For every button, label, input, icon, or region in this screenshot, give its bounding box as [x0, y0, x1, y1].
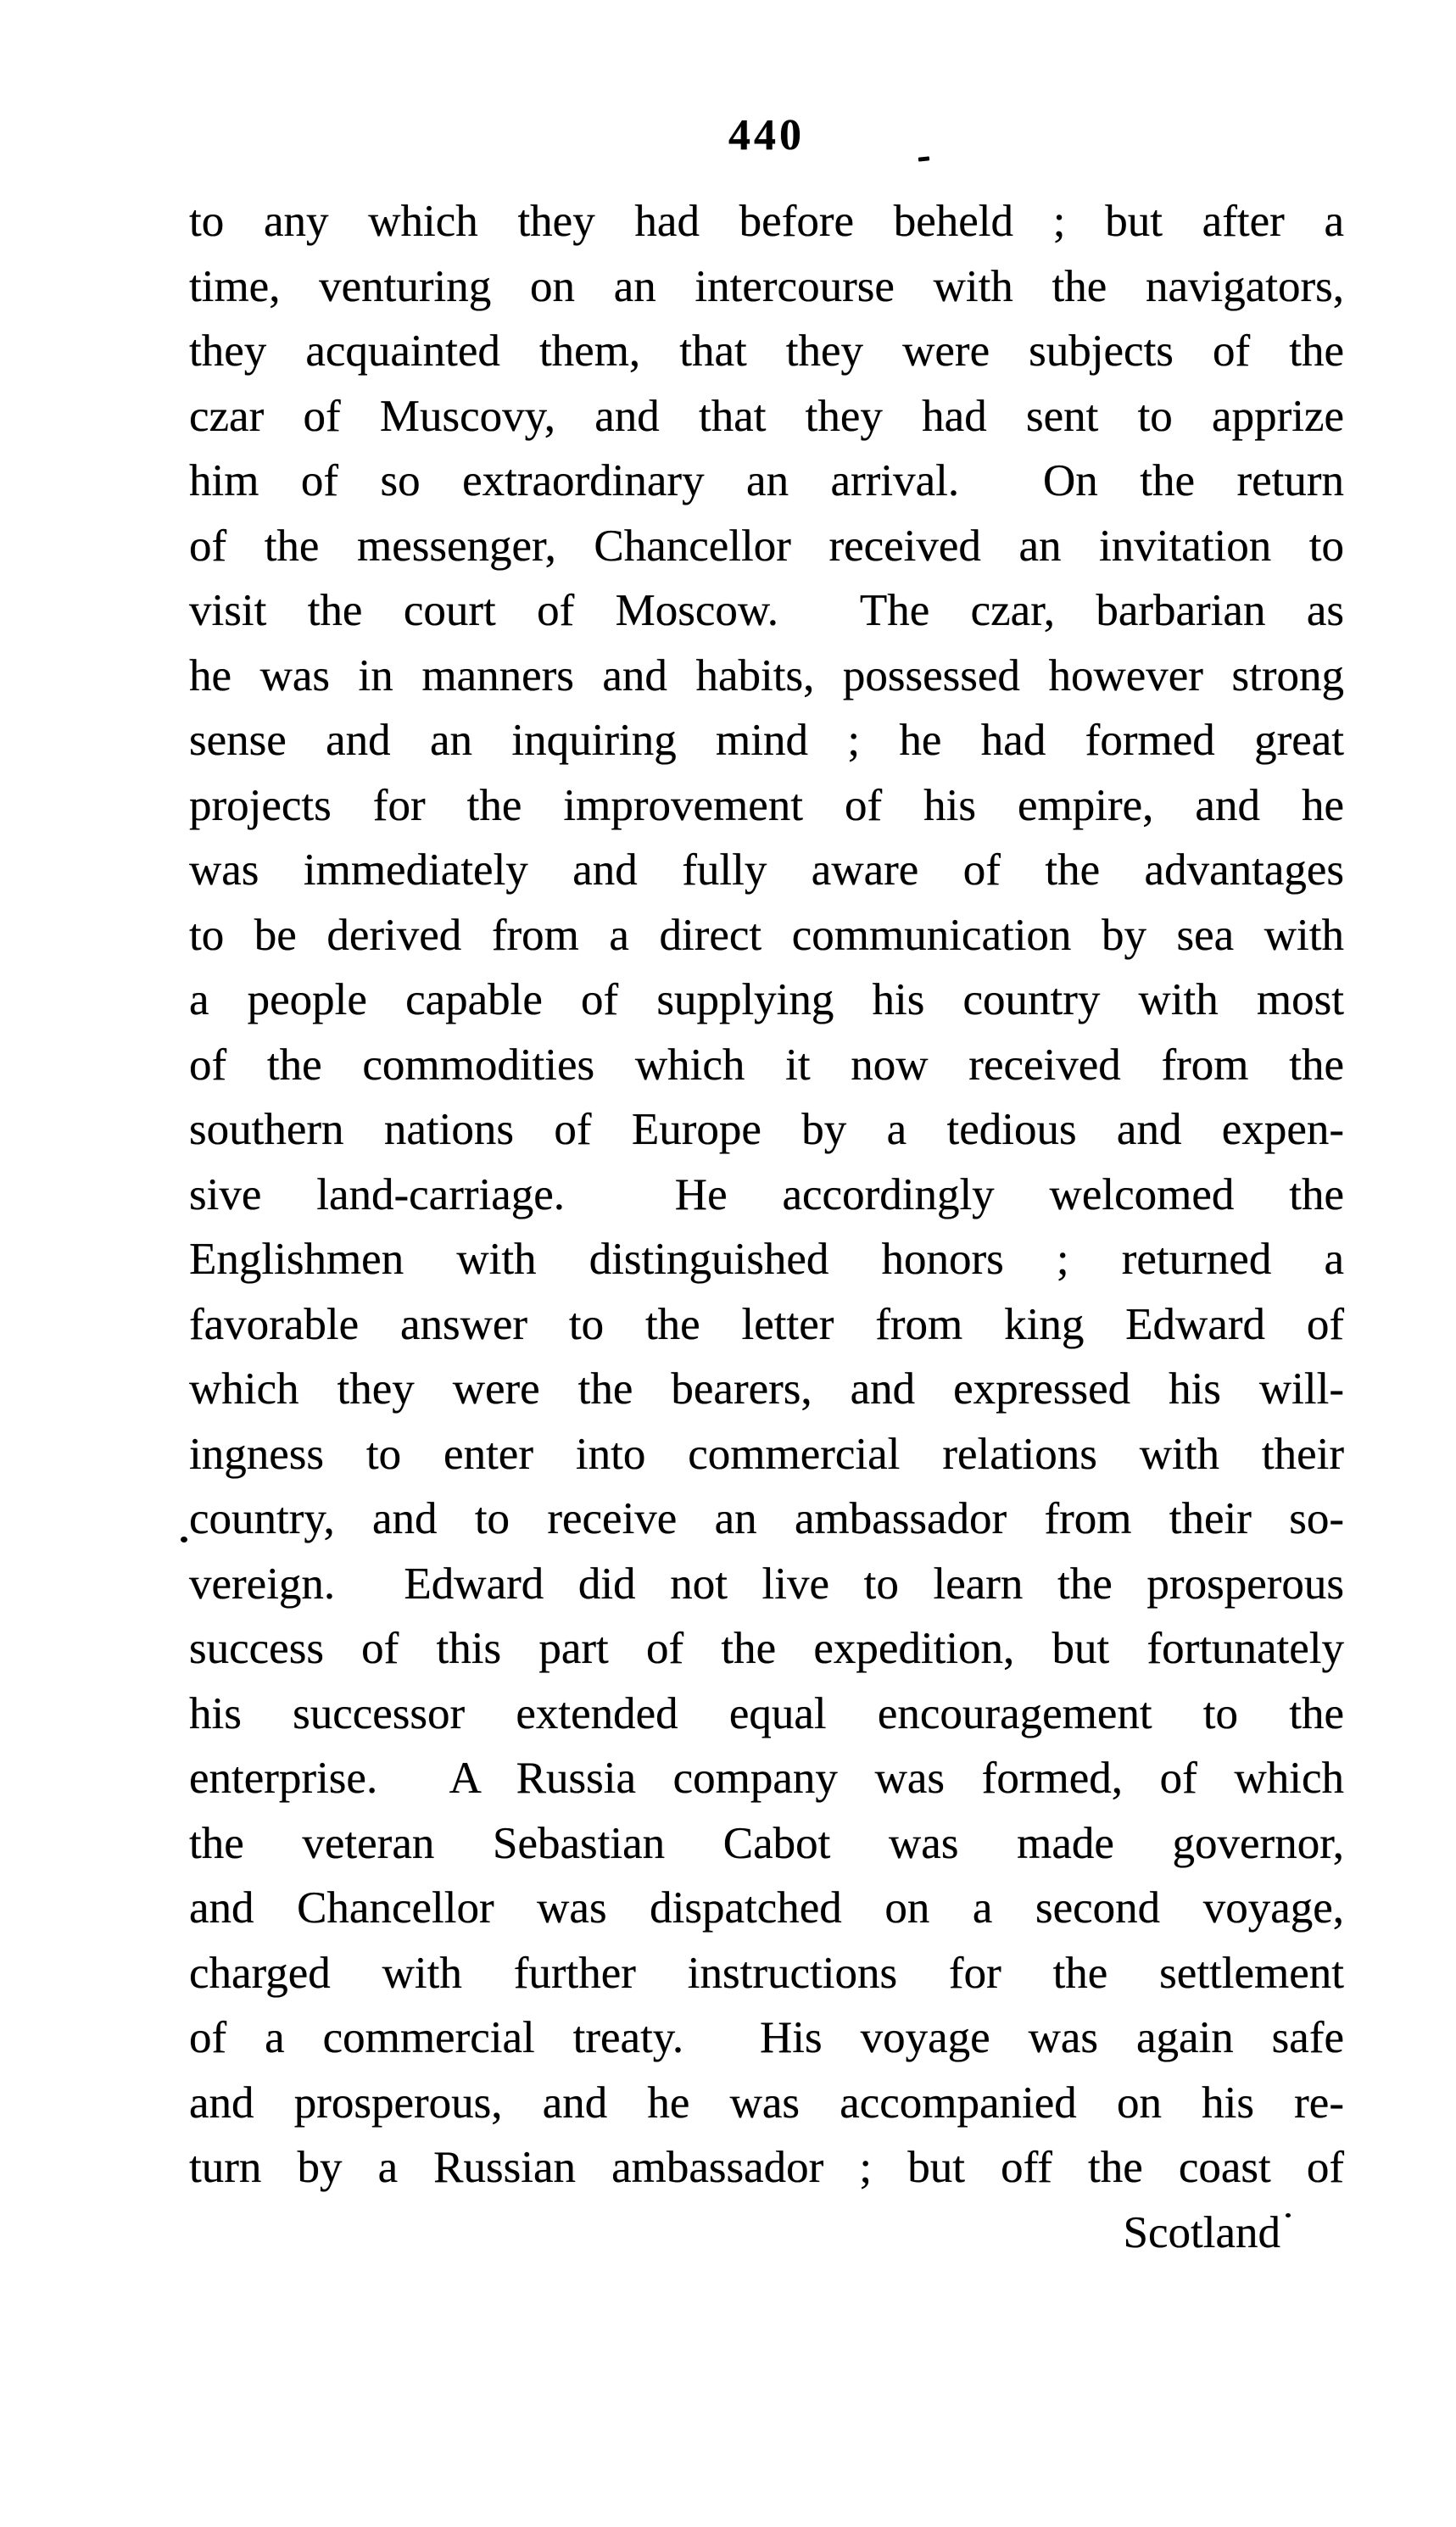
- text-line: vereign. Edward did not live to learn the prosperous: [189, 1559, 1344, 1609]
- text-line: the veteran Sebastian Cabot was made governor,: [189, 1818, 1344, 1868]
- text-line: sense and an inquiring mind ; he had formed great: [189, 716, 1344, 765]
- text-line: visit the court of Moscow. The czar, barbarian as: [189, 586, 1344, 635]
- text-line: southern nations of Europe by a tedious and expen-: [189, 1105, 1344, 1154]
- text-line: they acquainted them, that they were subjects of the: [189, 326, 1344, 376]
- text-line: he was in manners and habits, possessed however strong: [189, 650, 1344, 700]
- text-line: and Chancellor was dispatched on a second voyage,: [189, 1883, 1344, 1933]
- text-line: a people capable of supplying his country with most: [189, 975, 1344, 1024]
- text-block: [189, 189, 1344, 2265]
- text-line: ingness to enter into commercial relations with their: [189, 1429, 1344, 1479]
- text-line: Englishmen with distinguished honors ; returned a: [189, 1235, 1344, 1284]
- text-line: projects for the improvement of his empire, and he: [189, 780, 1344, 830]
- text-line: him of so extraordinary an arrival. On the return: [189, 456, 1344, 505]
- text-line: his successor extended equal encouragement to the: [189, 1688, 1344, 1738]
- text-line: czar of Muscovy, and that they had sent to apprize: [189, 391, 1344, 441]
- text-line: to any which they had before beheld ; but after a: [189, 197, 1344, 246]
- text-line: enterprise. A Russia company was formed, of which: [189, 1754, 1344, 1803]
- body-lines: [189, 189, 1344, 2201]
- text-line: of the commodities which it now received from the: [189, 1040, 1344, 1090]
- text-line: charged with further instructions for the settlement: [189, 1948, 1344, 1998]
- text-line: sive land-carriage. He accordingly welcomed the: [189, 1169, 1344, 1219]
- ink-speck: [181, 1537, 187, 1542]
- catchword: Scotland: [1123, 2207, 1280, 2257]
- text-line: time, venturing on an intercourse with the navigators,: [189, 261, 1344, 311]
- text-line: success of this part of the expedition, but fortunately: [189, 1624, 1344, 1673]
- ink-speck: [1286, 2213, 1291, 2217]
- text-line: was immediately and fully aware of the advantages: [189, 845, 1344, 895]
- text-line: which they were the bearers, and expressed his will-: [189, 1364, 1344, 1414]
- text-line: to be derived from a direct communication by sea with: [189, 910, 1344, 960]
- text-line: favorable answer to the letter from king Edward of: [189, 1299, 1344, 1349]
- page-number: 440: [728, 111, 805, 159]
- text-line: of the messenger, Chancellor received an invitation to: [189, 521, 1344, 571]
- text-line: of a commercial treaty. His voyage was again safe: [189, 2013, 1344, 2062]
- text-line: country, and to receive an ambassador from their so-: [189, 1494, 1344, 1543]
- text-line: turn by a Russian ambassador ; but off the coast of: [189, 2143, 1344, 2192]
- text-line: and prosperous, and he was accompanied on his re-: [189, 2078, 1344, 2128]
